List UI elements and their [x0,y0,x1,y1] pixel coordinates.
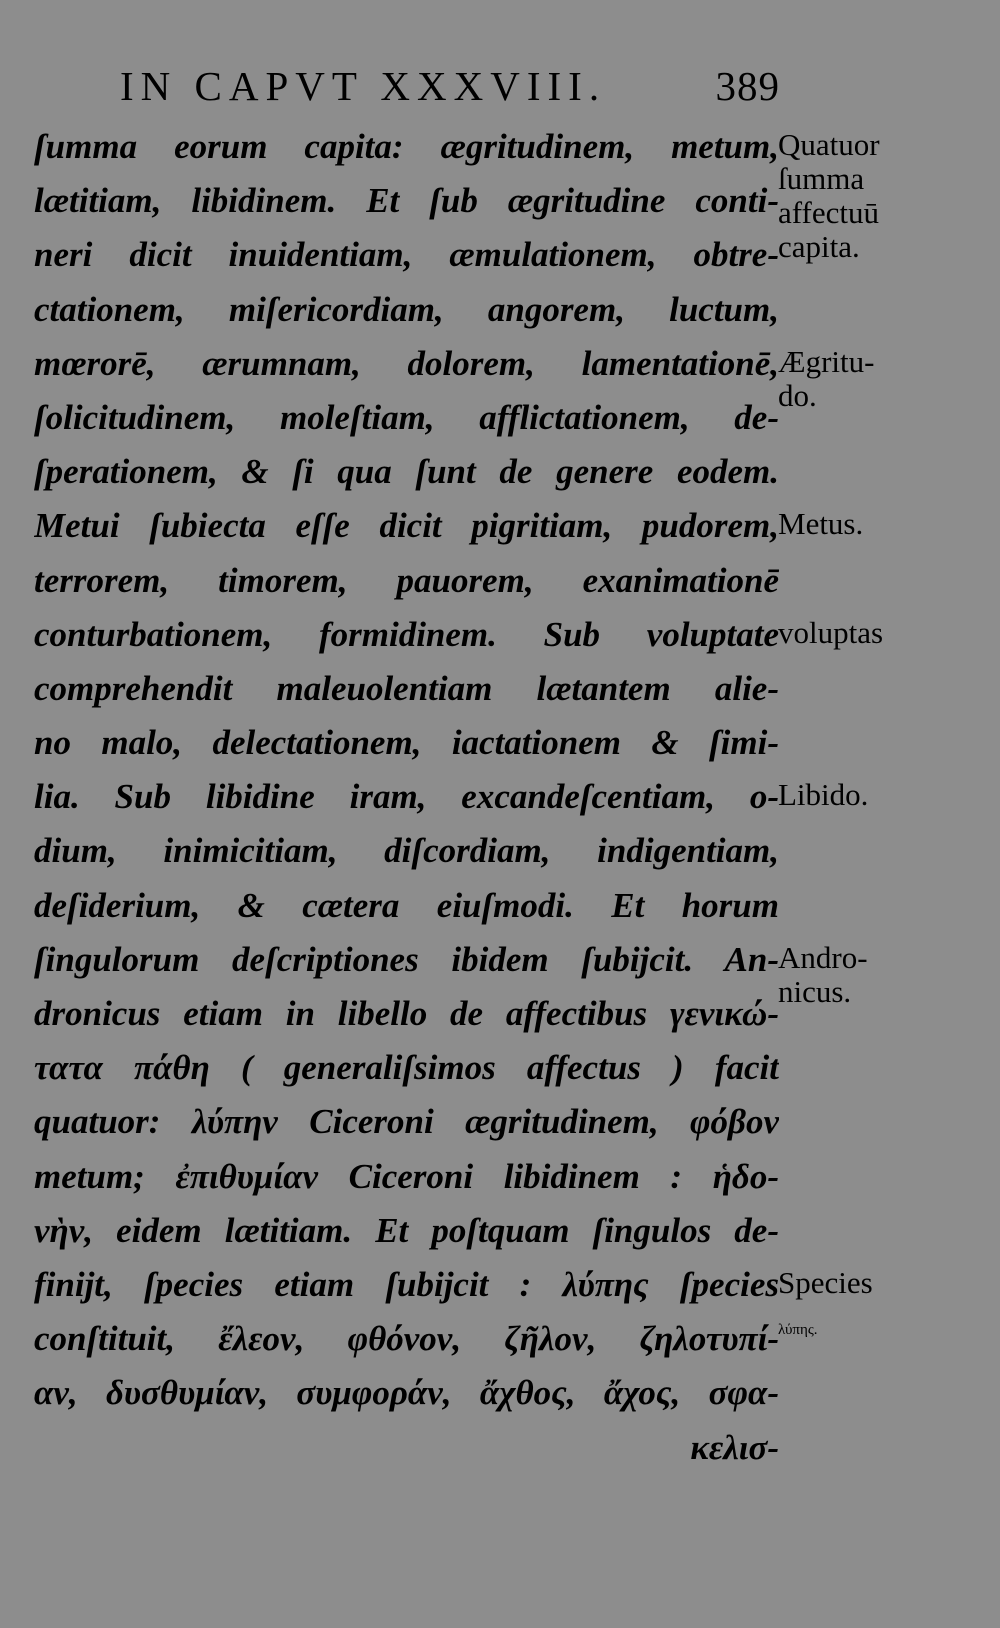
text-line: mœrorē, ærumnam, dolorem, lamentationē, [34,343,779,383]
margin-note [778,128,880,264]
margin-note-line: Quatuor [778,127,880,162]
text-line: τατα πάθη ( generaliſsimos affectus ) facit [34,1048,779,1088]
text-line: νὴν, eidem lætitiam. Et poſtquam ſingulos de- [34,1210,779,1250]
text-line: conſtituit, ἔλεον, φθόνον, ζῆλον, ζηλοτυπί- [34,1319,779,1359]
margin-note [778,345,874,413]
margin-note [778,507,863,541]
text-line: κελισ- [690,1427,779,1467]
page-header [120,62,780,112]
margin-note-line: Andro- [778,940,868,975]
text-line: neri dicit inuidentiam, æmulationem, obtre- [34,235,779,275]
text-line: finijt, ſpecies etiam ſubijcit : λύπης ſpecies [34,1264,779,1304]
text-line: conturbationem, formidinem. Sub voluptate [34,614,779,654]
margin-note [778,1266,873,1300]
margin-note-line: capita. [778,229,860,264]
margin-note [778,616,883,650]
margin-note-line: Species [778,1265,873,1301]
text-line: lia. Sub libidine iram, excandeſcentiam, o- [34,777,779,817]
text-line: ſperationem, & ſi qua ſunt de genere eodem. [34,452,779,492]
text-line: ſolicitudinem, moleſtiam, afflictationem, de- [34,397,779,437]
text-line: ſumma eorum capita: ægritudinem, metum, [34,127,779,166]
margin-note-line: λύπης. [778,1322,818,1339]
margin-note [778,778,868,812]
margin-note-line: do. [778,377,817,413]
margin-note-line: voluptas [778,614,884,650]
text-line: ctationem, miſericordiam, angorem, luctum, [34,289,779,329]
margin-note-line: ſumma [778,161,865,196]
margin-note [778,1320,818,1340]
text-line: terrorem, timorem, pauorem, exanimationē [34,560,779,600]
margin-note-line: nicus. [778,974,852,1009]
text-line: Metui ſubiecta eſſe dicit pigritiam, pudorem, [34,506,779,546]
text-line: metum; ἐπιθυμίαν Ciceroni libidinem : ἡδο- [34,1156,779,1196]
margin-note-line: Ægritu- [778,343,875,379]
margin-note-line: Metus. [778,506,864,542]
text-line: dronicus etiam in libello de affectibus γενικώ- [34,994,779,1033]
text-line: no malo, delectationem, iactationem & ſimi- [34,723,779,763]
margin-note [778,941,868,1009]
page-number: 389 [715,63,780,109]
text-line: comprehendit maleuolentiam lætantem alie- [34,668,779,708]
text-line: deſiderium, & cætera eiuſmodi. Et horum [34,885,779,925]
margin-note-line: Libido. [778,777,869,813]
text-line: lætitiam, libidinem. Et ſub ægritudine conti- [34,181,779,221]
margin-note-line: affectuū [778,195,879,230]
text-line: dium, inimicitiam, diſcordiam, indigentiam, [34,831,779,871]
text-line: quatuor: λύπην Ciceroni ægritudinem, φόβον [34,1102,779,1142]
text-line: αν, δυσθυμίαν, συμφοράν, ἄχθος, ἄχος, σφα- [34,1373,779,1413]
running-head: IN CAPVT XXXVIII. [120,63,607,109]
body-text [34,120,779,1475]
text-line: ſingulorum deſcriptiones ibidem ſubijcit. An- [34,939,779,979]
